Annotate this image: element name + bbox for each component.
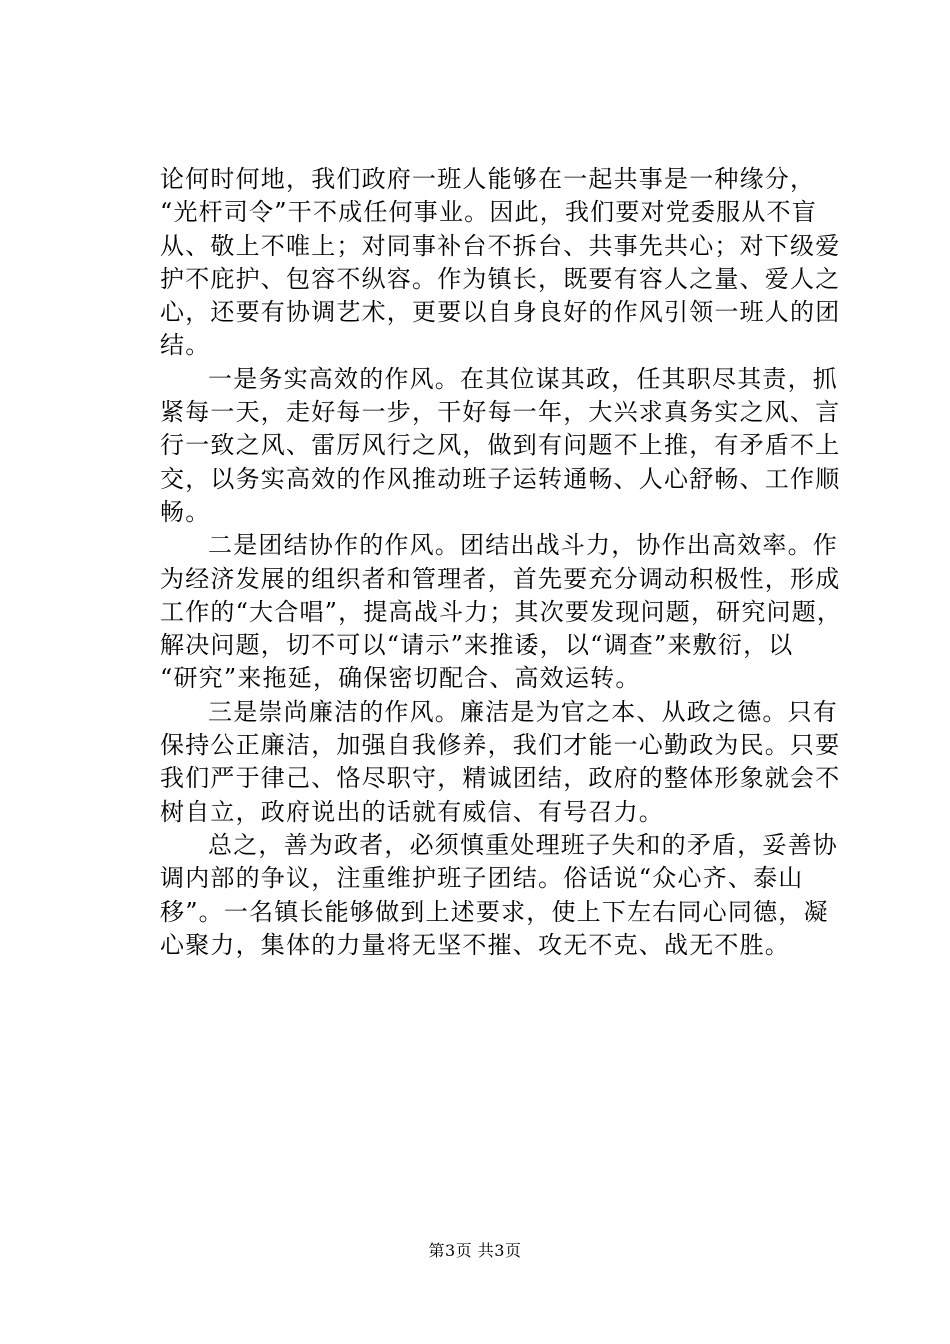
text-line: 调内部的争议，注重维护班子团结。俗话说“众心齐、泰山	[160, 864, 804, 893]
text-line: 畅。	[160, 497, 211, 526]
text-line: 心，还要有协调艺术，更要以自身良好的作风引领一班人的团	[160, 298, 841, 327]
body-text	[160, 163, 843, 962]
text-line: 树自立，政府说出的话就有威信、有号召力。	[160, 797, 664, 826]
paragraph-1	[160, 163, 840, 363]
page-footer	[0, 1241, 950, 1261]
text-line: 保持公正廉洁，加强自我修养，我们才能一心勤政为民。只要	[160, 731, 841, 760]
text-line: 从、敬上不唯上；对同事补台不拆台、共事先共心；对下级爱	[160, 231, 841, 260]
paragraph-4	[160, 696, 840, 829]
text-line: 为经济发展的组织者和管理者，首先要充分调动积极性，形成	[160, 564, 841, 593]
text-line: 结。	[160, 331, 211, 360]
text-line: “研究”来拖延，确保密切配合、高效运转。	[160, 664, 641, 693]
text-line: 我们严于律己、恪尽职守，精诚团结，政府的整体形象就会不	[160, 764, 841, 793]
text-line: 护不庇护、包容不纵容。作为镇长，既要有容人之量、爱人之	[160, 264, 841, 293]
text-line: 一是务实高效的作风。在其位谋其政，任其职尽其责，抓	[208, 364, 838, 393]
paragraph-2	[160, 363, 840, 529]
page-number-label: 第3页 共3页	[428, 1241, 522, 1260]
text-line: 总之，善为政者，必须慎重处理班子失和的矛盾，妥善协	[208, 830, 838, 859]
paragraph-5	[160, 829, 840, 962]
text-line: 交，以务实高效的作风推动班子运转通畅、人心舒畅、工作顺	[160, 464, 841, 493]
text-line: “光杆司令”干不成任何事业。因此，我们要对党委服从不盲	[160, 198, 817, 227]
text-line: 心聚力，集体的力量将无坚不摧、攻无不克、战无不胜。	[160, 930, 790, 959]
text-line: 三是崇尚廉洁的作风。廉洁是为官之本、从政之德。只有	[208, 697, 838, 726]
text-line: 解决问题，切不可以“请示”来推诿，以“调查”来敷衍，以	[160, 631, 794, 660]
paragraph-3	[160, 529, 843, 695]
text-line: 工作的“大合唱”，提高战斗力；其次要发现问题，研究问题，	[160, 597, 843, 626]
text-line: 二是团结协作的作风。团结出战斗力，协作出高效率。作	[208, 531, 838, 560]
text-line: 紧每一天，走好每一步，干好每一年，大兴求真务实之风、言	[160, 398, 841, 427]
text-line: 论何时何地，我们政府一班人能够在一起共事是一种缘分，	[160, 165, 816, 193]
text-line: 移”。一名镇长能够做到上述要求，使上下左右同心同德，凝	[160, 897, 829, 926]
text-line: 行一致之风、雷厉风行之风，做到有问题不上推，有矛盾不上	[160, 431, 841, 460]
